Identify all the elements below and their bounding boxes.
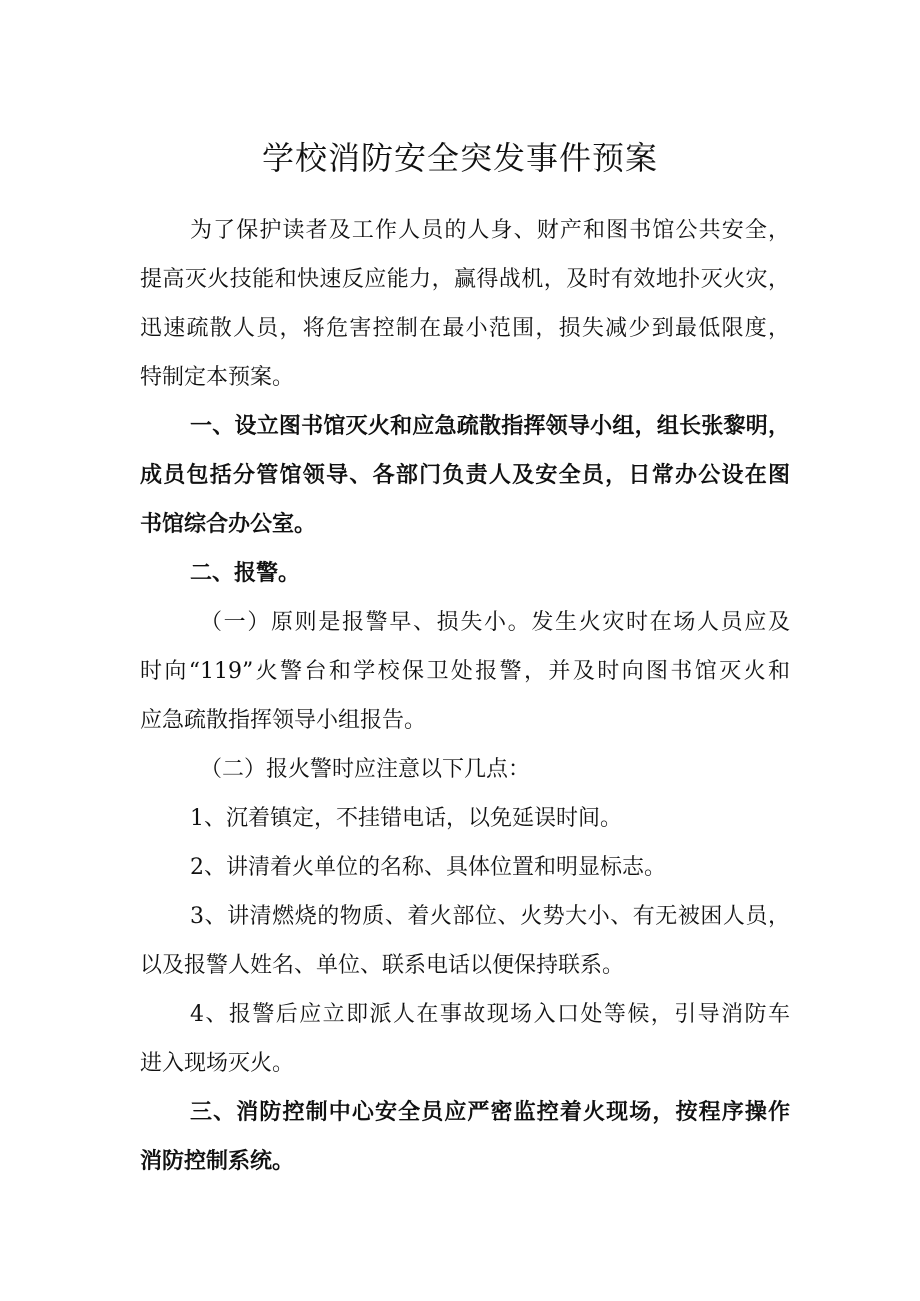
paragraph-line: 时向“119”火警台和学校保卫处报警，并及时向图书馆灭火和 — [140, 659, 790, 684]
section-heading-line: 二、报警。 — [190, 561, 301, 586]
paragraph-line: 特制定本预案。 — [140, 365, 295, 390]
list-item: 进入现场灭火。 — [140, 1051, 295, 1076]
section-heading-line: 三、消防控制中心安全员应严密监控着火现场，按程序操作 — [190, 1100, 790, 1125]
section-heading-line: 消防控制系统。 — [140, 1149, 295, 1174]
list-item: 2、讲清着火单位的名称、具体位置和明显标志。 — [190, 855, 666, 880]
list-item: 1、沉着镇定，不挂错电话，以免延误时间。 — [190, 806, 622, 831]
document-title: 学校消防安全突发事件预案 — [261, 139, 658, 177]
section-heading-line: 一、设立图书馆灭火和应急疏散指挥领导小组，组长张黎明， — [190, 414, 790, 439]
paragraph-line: 应急疏散指挥领导小组报告。 — [140, 708, 427, 733]
section-heading-line: 书馆综合办公室。 — [140, 512, 317, 537]
paragraph-line: 迅速疏散人员，将危害控制在最小范围，损失减少到最低限度， — [140, 316, 790, 341]
list-item: 以及报警人姓名、单位、联系电话以便保持联系。 — [140, 953, 625, 978]
paragraph-line: （二）报火警时应注意以下几点： — [200, 757, 531, 782]
paragraph-line: 提高灭火技能和快速反应能力，赢得战机，及时有效地扑灭火灾， — [140, 267, 790, 292]
paragraph-line: （一）原则是报警早、损失小。发生火灾时在场人员应及 — [200, 610, 790, 635]
list-item: 3、讲清燃烧的物质、着火部位、火势大小、有无被困人员， — [190, 904, 790, 929]
paragraph-line: 为了保护读者及工作人员的人身、财产和图书馆公共安全， — [190, 218, 790, 243]
section-heading-line: 成员包括分管馆领导、各部门负责人及安全员，日常办公设在图 — [140, 463, 790, 488]
list-item: 4、报警后应立即派人在事故现场入口处等候，引导消防车 — [190, 1002, 790, 1027]
